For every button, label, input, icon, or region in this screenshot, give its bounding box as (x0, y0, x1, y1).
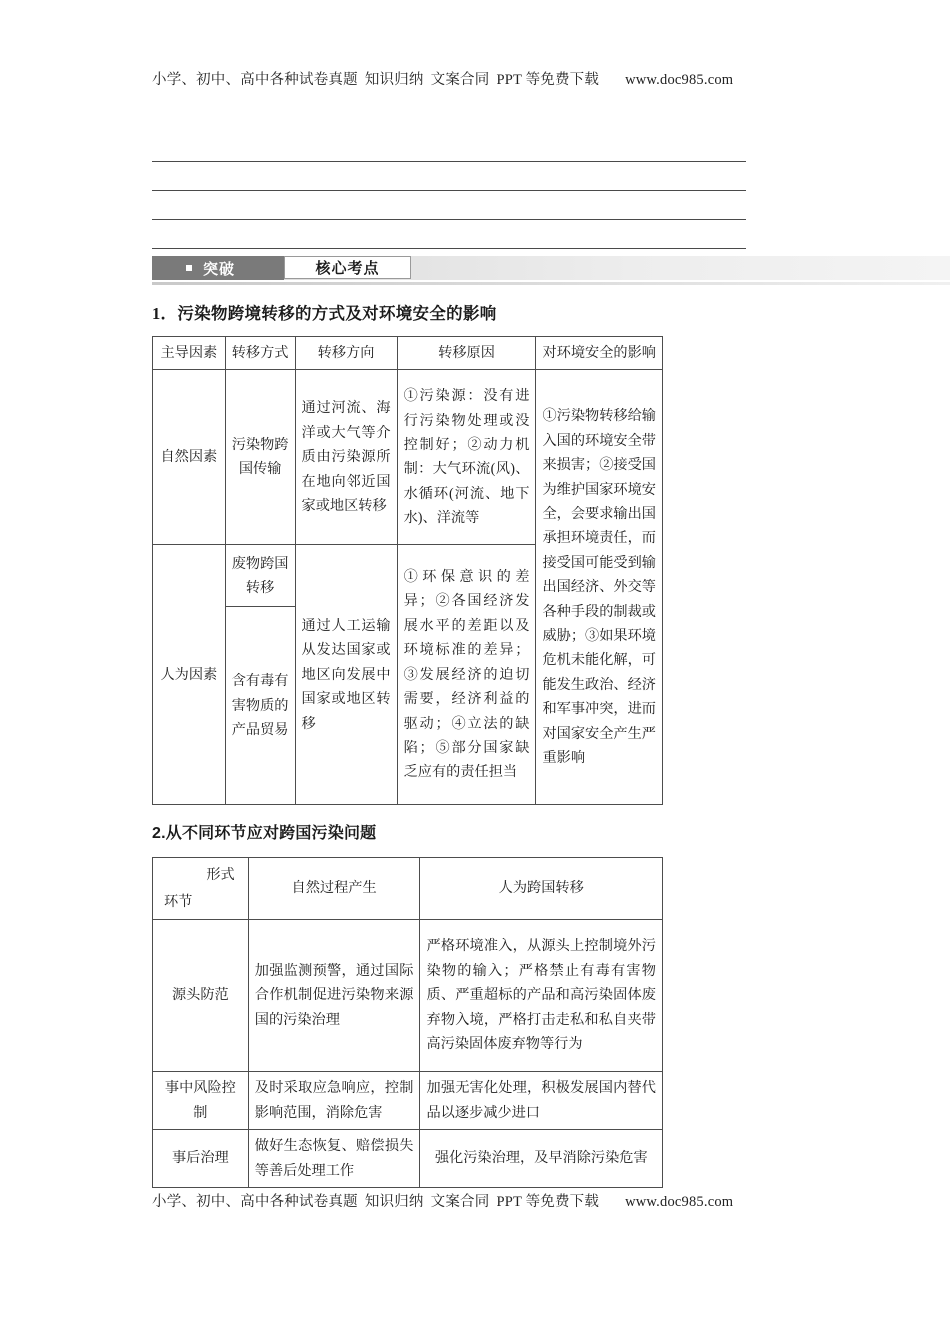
running-footer-main: 小学、初中、高中各种试卷真题 (152, 1194, 358, 1210)
table2-cell-human-remediation: 强化污染治理，及早消除污染危害 (420, 1130, 663, 1188)
answer-rule-line (152, 219, 746, 220)
table1-cell-method-waste: 废物跨国转移 (225, 545, 295, 607)
table2-corner-cell (153, 858, 249, 920)
running-footer-mid3: PPT 等免费下载 (496, 1194, 600, 1210)
table-row (153, 370, 663, 545)
running-header-mid: 知识归纳 (364, 72, 424, 88)
banner-left-block (152, 256, 284, 280)
table1-header-method: 转移方式 (225, 337, 295, 370)
running-header-main: 小学、初中、高中各种试卷真题 (152, 72, 358, 88)
table1-cell-direction-natural: 通过河流、海洋或大气等介质由污染源所在地向邻近国家或地区转移 (295, 370, 397, 545)
running-footer-mid2: 文案合同 (430, 1194, 490, 1210)
running-footer (152, 1190, 852, 1211)
table1-header-impact: 对环境安全的影响 (536, 337, 663, 370)
heading-section-1: 1．污染物跨境转移的方式及对环境安全的影响 (152, 304, 497, 323)
table-row (153, 920, 663, 1072)
table1-cell-reason-human: ①环保意识的差异；②各国经济发展水平的差距以及环境标准的差异；③发展经济的迫切需要，经济利益的驱动；④立法的缺陷；⑤部分国家缺乏应有的责任担当 (397, 545, 536, 805)
banner-right-box (284, 256, 411, 279)
table1-cell-direction-human: 通过人工运输从发达国家或地区向发展中国家或地区转移 (295, 545, 397, 805)
table1-cell-factor-human: 人为因素 (153, 545, 226, 805)
table2-header-natural: 自然过程产生 (248, 858, 420, 920)
table1-cell-factor-natural: 自然因素 (153, 370, 226, 545)
answer-rule-line (152, 248, 746, 249)
table2-corner-top-label: 形式 (206, 867, 235, 883)
answer-rule-line (152, 190, 746, 191)
table-row-header (153, 337, 663, 370)
table2-cell-stage-remediation: 事后治理 (153, 1130, 249, 1188)
banner-left-label: 突破 (203, 260, 236, 278)
table1-header-reason: 转移原因 (397, 337, 536, 370)
table2-cell-natural-control: 及时采取应急响应，控制影响范围，消除危害 (248, 1072, 420, 1130)
table-row (153, 1072, 663, 1130)
running-header-mid2: 文案合同 (430, 72, 490, 88)
table1-cell-method-natural: 污染物跨国传输 (225, 370, 295, 545)
table2-cell-natural-prevention: 加强监测预警，通过国际合作机制促进污染物来源国的污染治理 (248, 920, 420, 1072)
table2-cell-stage-prevention: 源头防范 (153, 920, 249, 1072)
table2-corner-bottom-label: 环节 (164, 893, 193, 910)
table-stage-response (152, 857, 663, 1188)
running-header-site: www.doc985.com (625, 72, 734, 88)
table1-cell-method-trade: 含有毒有害物质的产品贸易 (225, 607, 295, 805)
table1-header-factor: 主导因素 (153, 337, 226, 370)
banner-right-label: 核心考点 (315, 260, 380, 277)
running-footer-site: www.doc985.com (625, 1194, 734, 1210)
table1-cell-impact: ①污染物转移给输入国的环境安全带来损害；②接受国为维护国家环境安全，会要求输出国承担环境责任，而接受国可能受到输出国经济、外交等各种手段的制裁或威胁；③如果环境危机未能化解，可能发生政治、经济和军事冲突，进而对国家安全产生严重影响 (536, 370, 663, 805)
running-header-mid3: PPT 等免费下载 (496, 72, 600, 88)
section-banner (0, 256, 950, 280)
table2-cell-stage-control: 事中风险控制 (153, 1072, 249, 1130)
table-row (153, 1130, 663, 1188)
banner-underline (152, 282, 950, 285)
table2-cell-human-prevention: 严格环境准入，从源头上控制境外污染物的输入；严格禁止有毒有害物质、严重超标的产品和高污染固体废弃物入境，严格打击走私和私自夹带高污染固体废弃物等行为 (420, 920, 663, 1072)
table-row-header (153, 858, 663, 920)
heading-section-2: 2.从不同环节应对跨国污染问题 (152, 825, 377, 842)
table2-cell-natural-remediation: 做好生态恢复、赔偿损失等善后处理工作 (248, 1130, 420, 1188)
running-footer-mid: 知识归纳 (364, 1194, 424, 1210)
answer-rule-line (152, 161, 746, 162)
table1-cell-reason-natural: ①污染源：没有进行污染物处理或没控制好；②动力机制：大气环流(风)、水循环(河流、地下水)、洋流等 (397, 370, 536, 545)
table2-header-human: 人为跨国转移 (420, 858, 663, 920)
running-header (152, 68, 852, 89)
table-pollutant-transfer (152, 336, 663, 805)
table1-header-direction: 转移方向 (295, 337, 397, 370)
square-bullet-icon (186, 265, 192, 271)
table2-cell-human-control: 加强无害化处理，积极发展国内替代品以逐步减少进口 (420, 1072, 663, 1130)
